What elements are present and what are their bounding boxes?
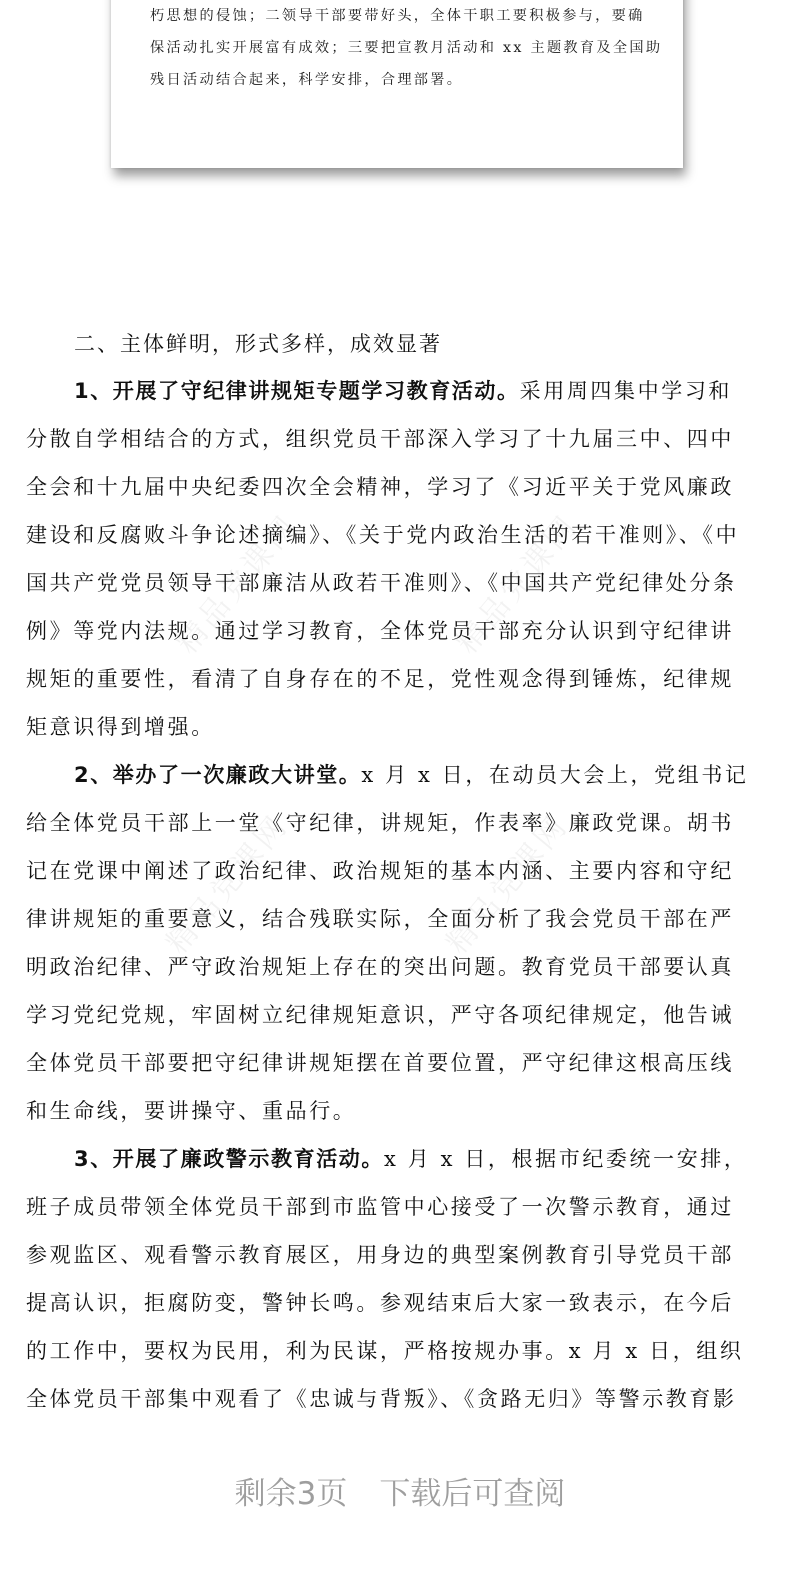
previous-page-line: 残日活动结合起来，科学安排，合理部署。 (150, 72, 464, 88)
item-3-title: 3、开展了廉政警示教育活动。 (74, 1147, 385, 1171)
previous-page-line: 保活动扎实开展富有成效；三要把宣教月活动和 xx 主题教育及全国助 (150, 40, 663, 56)
paragraph-line: 分散自学相结合的方式，组织党员干部深入学习了十九届三中、四中 (26, 427, 734, 451)
paragraph-line: 国共产党党员领导干部廉洁从政若干准则》、《中国共产党纪律处分条 (26, 571, 737, 595)
paragraph-line: 记在党课中阐述了政治纪律、政治规矩的基本内涵、主要内容和守纪 (26, 859, 734, 883)
paragraph-line: 明政治纪律、严守政治规矩上存在的突出问题。教育党员干部要认真 (26, 955, 734, 979)
watermark: 精品党课网 (159, 807, 296, 961)
paragraph-line: 给全体党员干部上一堂《守纪律，讲规矩，作表率》廉政党课。胡书 (26, 811, 734, 835)
watermark: 精品党课网 (169, 507, 306, 661)
item-3-first-line-text: x 月 x 日，根据市纪委统一安排， (384, 1147, 748, 1171)
previous-page-text (150, 0, 663, 96)
paragraph-line: 提高认识，拒腐防变，警钟长鸣。参观结束后大家一致表示，在今后 (26, 1291, 734, 1315)
item-1-title: 1、开展了守纪律讲规矩专题学习教育活动。 (74, 379, 520, 403)
paragraph-line: 和生命线，要讲操守、重品行。 (26, 1099, 357, 1123)
paragraph-line: 矩意识得到增强。 (26, 715, 215, 739)
item-2-title: 2、举办了一次廉政大讲堂。 (74, 763, 362, 787)
paragraph-line: 律讲规矩的重要意义，结合残联实际，全面分析了我会党员干部在严 (26, 907, 734, 931)
paragraph-line: 全体党员干部要把守纪律讲规矩摆在首要位置，严守纪律这根高压线 (26, 1051, 734, 1075)
watermark: 精品党课网 (439, 807, 576, 961)
item-2-first-line (74, 763, 749, 787)
download-prompt[interactable] (0, 1468, 800, 1513)
paragraph-line: 学习党纪党规，牢固树立纪律规矩意识，严守各项纪律规定，他告诫 (26, 1003, 734, 1027)
paragraph-line: 班子成员带领全体党员干部到市监管中心接受了一次警示教育，通过 (26, 1195, 734, 1219)
section-heading: 二、主体鲜明，形式多样，成效显著 (74, 332, 442, 356)
paragraph-line: 规矩的重要性，看清了自身存在的不足，党性观念得到锤炼，纪律规 (26, 667, 734, 691)
item-2-first-line-text: x 月 x 日，在动员大会上，党组书记 (361, 763, 749, 787)
paragraph-line: 全会和十九届中央纪委四次全会精神，学习了《习近平关于党风廉政 (26, 475, 734, 499)
paragraph-line: 建设和反腐败斗争论述摘编》、《关于党内政治生活的若干准则》、《中 (26, 523, 740, 547)
watermark: 精品党课网 (449, 507, 586, 661)
paragraph-line: 参观监区、观看警示教育展区，用身边的典型案例教育引导党员干部 (26, 1243, 734, 1267)
previous-page-card (111, 0, 683, 168)
item-3-first-line (74, 1147, 748, 1171)
paragraph-line: 例》等党内法规。通过学习教育，全体党员干部充分认识到守纪律讲 (26, 619, 734, 643)
item-1-first-line (74, 379, 732, 403)
remaining-pages-label: 剩余3页 (234, 1476, 348, 1512)
paragraph-line: 的工作中，要权为民用，利为民谋，严格按规办事。x 月 x 日，组织 (26, 1339, 744, 1363)
paragraph-line: 全体党员干部集中观看了《忠诚与背叛》、《贪路无归》等警示教育影 (26, 1387, 737, 1411)
item-1-first-line-text: 采用周四集中学习和 (519, 379, 733, 403)
download-hint-label: 下载后可查阅 (379, 1476, 566, 1512)
previous-page-line: 朽思想的侵蚀；二领导干部要带好头，全体干职工要积极参与，要确 (150, 8, 645, 24)
